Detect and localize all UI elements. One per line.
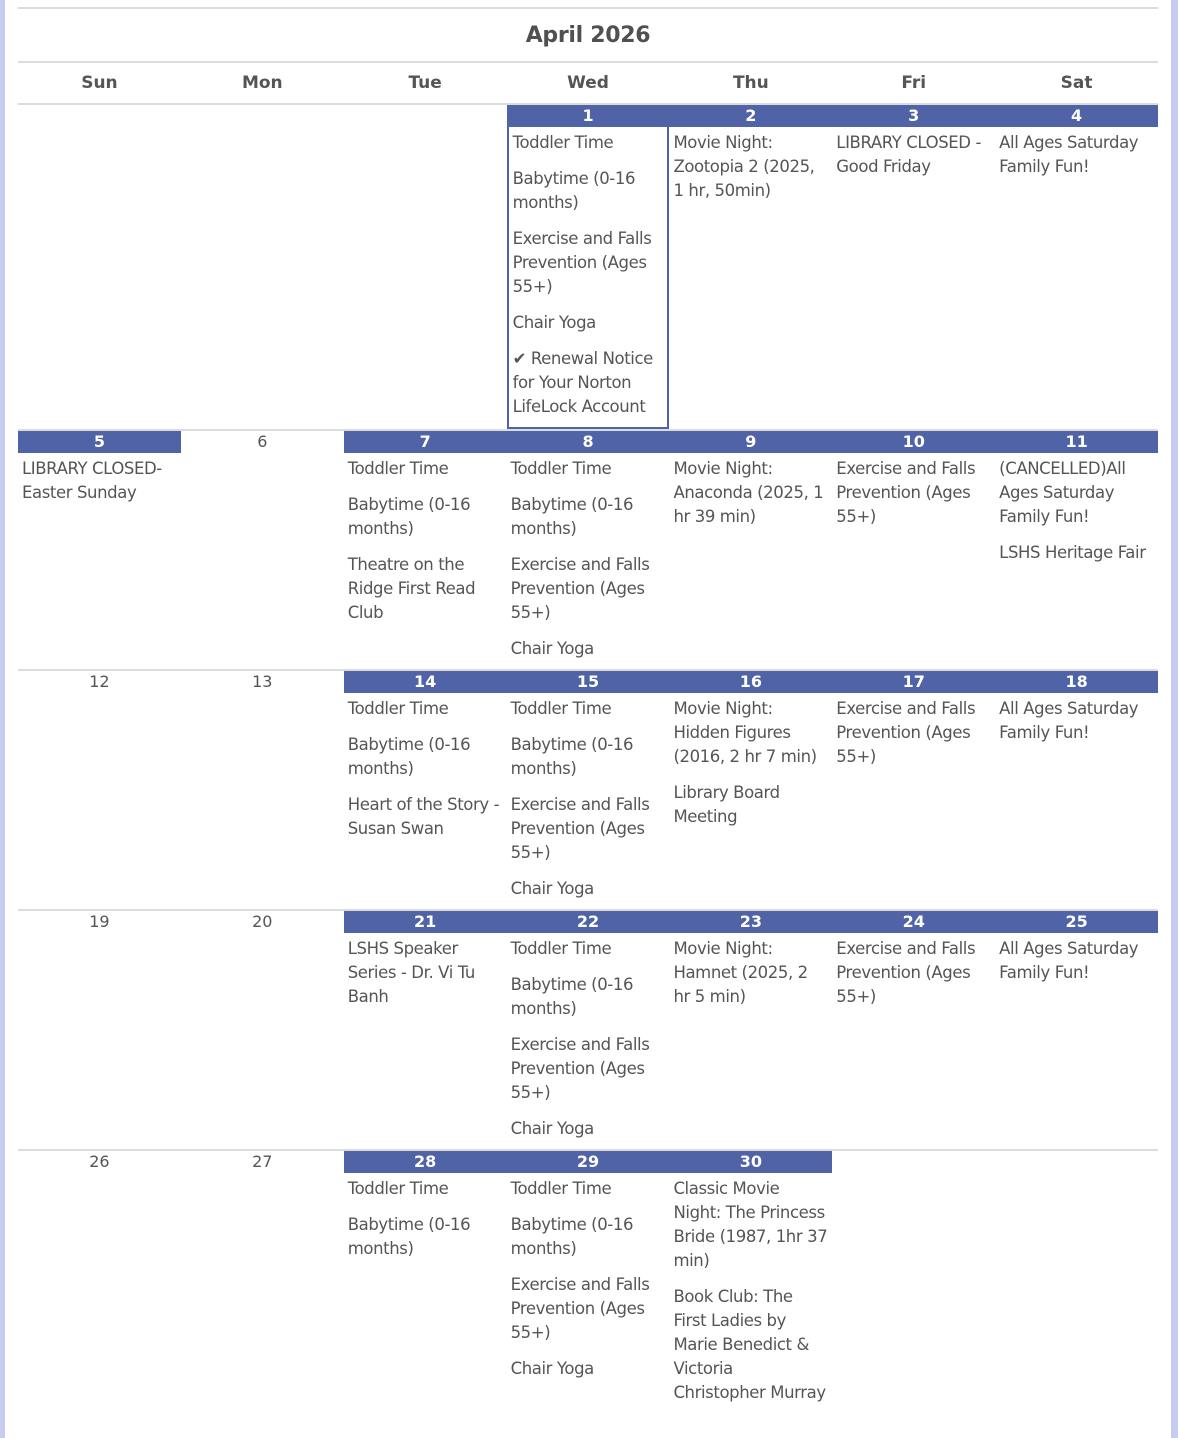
day-cell-22[interactable] [507, 911, 670, 1149]
day-number[interactable]: 8 [507, 431, 670, 453]
event-link[interactable]: Exercise and Falls Prevention (Ages 55+) [510, 795, 650, 862]
event-list [509, 127, 668, 427]
event-link[interactable]: Exercise and Falls Prevention (Ages 55+) [836, 459, 976, 526]
day-number[interactable]: 7 [344, 431, 507, 453]
event-list [995, 693, 1158, 753]
day-number[interactable]: 10 [832, 431, 995, 453]
event-link[interactable]: Babytime (0-16 months) [347, 1215, 471, 1258]
event-link[interactable]: Exercise and Falls Prevention (Ages 55+) [836, 699, 976, 766]
event-link[interactable]: All Ages Saturday Family Fun! [999, 939, 1139, 982]
day-cell-16[interactable] [669, 671, 832, 909]
day-number[interactable]: 2 [669, 105, 832, 127]
day-number[interactable]: 4 [995, 105, 1158, 127]
day-number[interactable]: 24 [832, 911, 995, 933]
event-list [344, 1173, 507, 1269]
day-cell-20[interactable] [181, 911, 344, 1149]
event-list [669, 693, 832, 837]
day-cell-27[interactable] [181, 1151, 344, 1413]
event-list [995, 127, 1158, 187]
day-number[interactable]: 29 [507, 1151, 670, 1173]
day-cell-12[interactable] [18, 671, 181, 909]
event-list [832, 453, 995, 537]
weekday-header-sun: Sun [81, 73, 118, 93]
event-link[interactable]: Babytime (0-16 months) [510, 735, 634, 778]
weekday-header-thu: Thu [732, 73, 769, 93]
day-number[interactable]: 9 [669, 431, 832, 453]
day-cell-14[interactable] [344, 671, 507, 909]
day-cell-30[interactable] [669, 1151, 832, 1413]
event-link[interactable]: Chair Yoga [510, 879, 594, 898]
day-cell-empty [995, 1151, 1158, 1413]
event-link[interactable]: Exercise and Falls Prevention (Ages 55+) [836, 939, 976, 1006]
day-number[interactable]: 26 [89, 1152, 110, 1171]
day-number[interactable]: 11 [995, 431, 1158, 453]
event-link[interactable]: Library Board Meeting [673, 783, 780, 826]
event-link[interactable]: Movie Night: Zootopia 2 (2025, 1 hr, 50min) [673, 133, 815, 200]
event-link[interactable]: Chair Yoga [512, 313, 596, 332]
day-number[interactable]: 6 [257, 432, 268, 451]
event-link[interactable]: Heart of the Story - Susan Swan [347, 795, 500, 838]
event-link[interactable]: Babytime (0-16 months) [510, 495, 634, 538]
weekday-header-row [18, 63, 1158, 105]
event-link[interactable]: Chair Yoga [510, 1119, 594, 1138]
event-link[interactable]: Movie Night: Hidden Figures (2016, 2 hr 7 min) [673, 699, 817, 766]
day-cell-6[interactable] [181, 431, 344, 669]
event-link[interactable]: Toddler Time [510, 459, 612, 478]
day-cell-18[interactable] [995, 671, 1158, 909]
day-cell-9[interactable] [669, 431, 832, 669]
month-title: April 2026 [525, 22, 651, 48]
event-link[interactable]: Theatre on the Ridge First Read Club [347, 555, 476, 622]
calendar-week [18, 105, 1158, 431]
event-list [832, 127, 995, 187]
day-number[interactable]: 1 [507, 105, 670, 127]
event-link[interactable]: Babytime (0-16 months) [510, 1215, 634, 1258]
day-number[interactable]: 13 [252, 672, 273, 691]
event-link[interactable]: Movie Night: Anaconda (2025, 1 hr 39 min) [673, 459, 824, 526]
event-list [669, 1173, 832, 1413]
day-cell-5[interactable] [18, 431, 181, 669]
event-link[interactable]: Exercise and Falls Prevention (Ages 55+) [510, 1035, 650, 1102]
event-list [507, 933, 670, 1149]
event-list [344, 933, 507, 1017]
event-link[interactable]: Babytime (0-16 months) [510, 975, 634, 1018]
event-list [669, 127, 832, 211]
event-link[interactable]: Toddler Time [347, 699, 449, 718]
event-link[interactable]: Toddler Time [510, 699, 612, 718]
day-number[interactable]: 3 [832, 105, 995, 127]
event-link[interactable]: Book Club: The First Ladies by Marie Benedict & Victoria Christopher Murray [673, 1287, 826, 1402]
event-link[interactable]: Toddler Time [510, 1179, 612, 1198]
day-cell-4[interactable] [995, 105, 1158, 429]
day-cell-25[interactable] [995, 911, 1158, 1149]
day-number[interactable]: 28 [344, 1151, 507, 1173]
day-cell-empty [344, 105, 507, 429]
day-cell-13[interactable] [181, 671, 344, 909]
event-link[interactable]: Exercise and Falls Prevention (Ages 55+) [510, 555, 650, 622]
day-number[interactable]: 25 [995, 911, 1158, 933]
day-cell-empty [18, 105, 181, 429]
day-cell-24[interactable] [832, 911, 995, 1149]
calendar-week [18, 911, 1158, 1151]
event-link[interactable]: LSHS Heritage Fair [999, 543, 1146, 562]
day-number[interactable]: 12 [89, 672, 110, 691]
event-link[interactable]: (CANCELLED)All Ages Saturday Family Fun! [999, 459, 1126, 526]
event-link[interactable]: Chair Yoga [510, 639, 594, 658]
event-list [995, 453, 1158, 573]
event-link[interactable]: All Ages Saturday Family Fun! [999, 699, 1139, 742]
weekday-header-sat: Sat [1060, 73, 1093, 93]
event-list [832, 933, 995, 1017]
event-list [832, 693, 995, 777]
day-number[interactable]: 5 [18, 431, 181, 453]
event-link[interactable]: Toddler Time [510, 939, 612, 958]
calendar-week [18, 431, 1158, 671]
event-list [669, 453, 832, 537]
event-list [995, 933, 1158, 993]
day-cell-1[interactable] [507, 105, 670, 429]
day-cell-3[interactable] [832, 105, 995, 429]
day-cell-26[interactable] [18, 1151, 181, 1413]
day-cell-15[interactable] [507, 671, 670, 909]
day-cell-empty [832, 1151, 995, 1413]
day-cell-8[interactable] [507, 431, 670, 669]
calendar-header [18, 7, 1158, 63]
day-cell-28[interactable] [344, 1151, 507, 1413]
event-list [344, 693, 507, 849]
day-number[interactable]: 22 [507, 911, 670, 933]
day-cell-10[interactable] [832, 431, 995, 669]
day-cell-21[interactable] [344, 911, 507, 1149]
event-list [507, 453, 670, 669]
event-link[interactable]: LIBRARY CLOSED - Good Friday [836, 133, 982, 176]
event-link[interactable]: Babytime (0-16 months) [347, 735, 471, 778]
day-cell-17[interactable] [832, 671, 995, 909]
event-link[interactable]: LIBRARY CLOSED- Easter Sunday [22, 459, 162, 502]
event-link[interactable]: Classic Movie Night: The Princess Bride (1987, 1hr 37 min) [673, 1179, 828, 1270]
day-cell-2[interactable] [669, 105, 832, 429]
day-cell-7[interactable] [344, 431, 507, 669]
weekday-header-wed: Wed [567, 73, 609, 93]
day-number[interactable]: 30 [669, 1151, 832, 1173]
event-link[interactable]: Exercise and Falls Prevention (Ages 55+) [512, 229, 652, 296]
event-link[interactable]: Toddler Time [347, 459, 449, 478]
day-number[interactable]: 27 [252, 1152, 273, 1171]
event-link[interactable]: Movie Night: Hamnet (2025, 2 hr 5 min) [673, 939, 808, 1006]
event-link[interactable]: Toddler Time [347, 1179, 449, 1198]
event-link[interactable]: Exercise and Falls Prevention (Ages 55+) [510, 1275, 650, 1342]
calendar-grid [18, 105, 1158, 1413]
day-cell-23[interactable] [669, 911, 832, 1149]
day-cell-19[interactable] [18, 911, 181, 1149]
day-number[interactable]: 23 [669, 911, 832, 933]
calendar-week [18, 1151, 1158, 1413]
event-list [507, 693, 670, 909]
event-link[interactable]: ✔ Renewal Notice for Your Norton LifeLock Account [512, 349, 653, 416]
day-cell-11[interactable] [995, 431, 1158, 669]
weekday-header-fri: Fri [901, 73, 927, 93]
event-link[interactable]: Toddler Time [512, 133, 614, 152]
event-link[interactable]: Babytime (0-16 months) [347, 495, 471, 538]
day-cell-29[interactable] [507, 1151, 670, 1413]
event-list [507, 1173, 670, 1389]
day-number[interactable]: 21 [344, 911, 507, 933]
weekday-header-mon: Mon [241, 73, 283, 93]
day-number[interactable]: 17 [832, 671, 995, 693]
event-link[interactable]: All Ages Saturday Family Fun! [999, 133, 1139, 176]
day-number[interactable]: 18 [995, 671, 1158, 693]
calendar-page [5, 0, 1171, 1438]
day-number[interactable]: 19 [89, 912, 110, 931]
month-calendar [18, 7, 1158, 1413]
day-number[interactable]: 16 [669, 671, 832, 693]
calendar-week [18, 671, 1158, 911]
event-link[interactable]: Babytime (0-16 months) [512, 169, 636, 212]
day-number[interactable]: 15 [507, 671, 670, 693]
day-number[interactable]: 20 [252, 912, 273, 931]
weekday-header-tue: Tue [408, 73, 442, 93]
event-link[interactable]: Chair Yoga [510, 1359, 594, 1378]
day-cell-empty [181, 105, 344, 429]
event-list [344, 453, 507, 633]
event-link[interactable]: LSHS Speaker Series - Dr. Vi Tu Banh [347, 939, 475, 1006]
event-list [18, 453, 181, 513]
event-list [669, 933, 832, 1017]
day-number[interactable]: 14 [344, 671, 507, 693]
